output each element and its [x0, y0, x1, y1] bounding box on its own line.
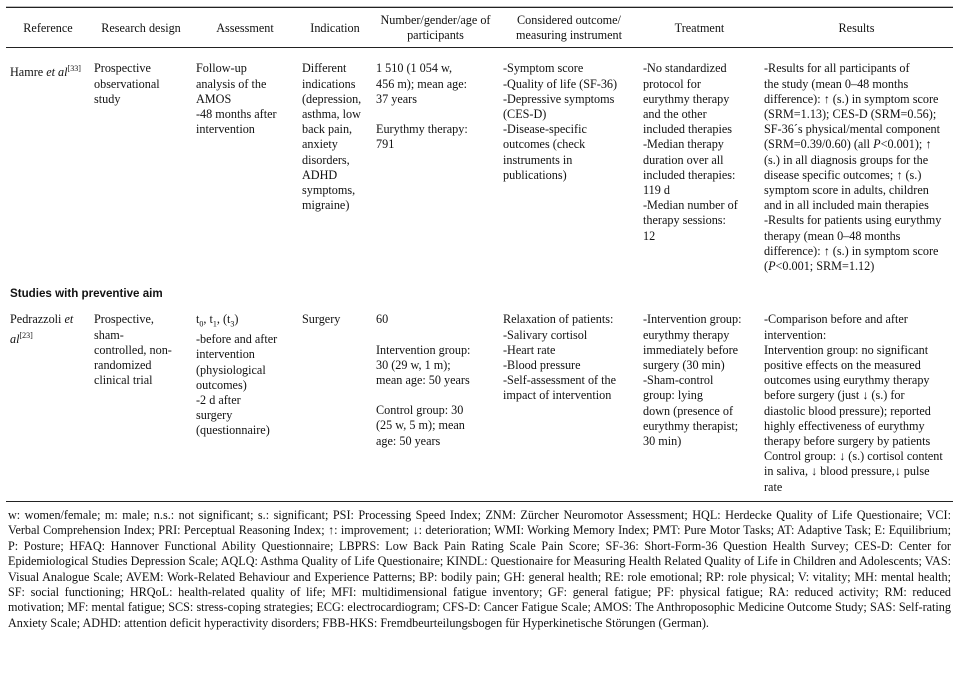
reference-author: Pedrazzoli et — [10, 312, 74, 327]
column-header — [90, 8, 192, 48]
cell-line: immediately before — [643, 342, 739, 357]
cell-line: (CES-D) — [503, 107, 547, 122]
cell-line: -Quality of life (SF-36) — [503, 76, 618, 91]
cell-line: intervention — [196, 122, 255, 137]
indication-cell — [298, 48, 372, 278]
reference-citation: [23] — [19, 330, 33, 340]
table-footnote: w: women/female; m: male; n.s.: not significant; s.: significant; PSI: Processing Speed Index; ZNM: Zürcher Neuromotor Assessment; HQL: Herdecke Quality of Life Questionaire; VCI: Verbal Comprehension Index; PRI: Perceptual Reasoning Index; ↑: improvement; ↓: deterioration; WMI: Working Memory Index; PMT: Pure Motor Tasks; AT: Adaptive Task; E: Equilibrium; P: Posture; HFAQ: Hannover Functional Ability Questionnaire; LBPRS: Low Back Pain Rating Scale Pain Score; SF-36: Short-Form-36 Question Health Survey; CES-D: Center for Epidemiological Studies Depression Scale; AQLQ: Asthma Quality of Life Questionaire; KINDL: Questionaire for Measuring Health Related Quality of Life in Children and Adolescents; VAS: Visual Analogue Scale; AVEM: Work-Related Behaviour and Experience Patterns; BP: bodily pain; GH: general health; RE: role emotional; RP: role physical; V: vitality; MH: mental health; SF: social functioning; HRQoL: health-related quality of life; MFI: multidimensional fatigue inventory; GF: general fatigue; PF: physical fatigue; RA: reduced activity; RM: reduced motivation; MF: mental fatigue; SCS: stress-coping strategies; ECG: electrocardiogram; CFS-D: Cancer Fatigue Scale; AMOS: The Anthroposophic Medicine Outcome Study; SAS: Self-rating Anxiety Scale; ADHD: attention deficit hyperactivity disorders; FBB-HKS: Fremdbeurteilungsbogen für Hyperkinetische Störungen (German). — [8, 507, 951, 630]
cell-line: asthma, low — [302, 107, 361, 122]
cell-line: intervention — [196, 347, 255, 362]
cell-line: Relaxation of patients: — [503, 312, 614, 327]
cell-line: randomized — [94, 358, 152, 373]
cell-line: -Results for all participants of — [764, 61, 910, 76]
cell-line: 1 510 (1 054 w, — [376, 61, 453, 76]
cell-line: Control group: ↓ (s.) cortisol content — [764, 449, 943, 464]
cell-line: and in all included main therapies — [764, 198, 929, 213]
outcome-cell — [499, 48, 639, 278]
cell-line: ADHD — [302, 167, 338, 182]
reference-author: Hamre et al — [10, 65, 68, 80]
cell-line: Prospective — [94, 61, 151, 76]
cell-line: SF-36´s physical/mental component — [764, 122, 941, 137]
cell-line: Intervention group: no significant — [764, 342, 929, 357]
column-header — [6, 8, 90, 48]
cell-line: outcomes) — [196, 377, 247, 392]
design-cell — [90, 310, 192, 501]
cell-line: -Blood pressure — [503, 358, 581, 373]
cell-line: -Sham-control — [643, 373, 714, 388]
column-header-line: Treatment — [674, 20, 725, 35]
cell-line: Intervention group: — [376, 342, 471, 357]
cell-line: down (presence of — [643, 403, 734, 418]
cell-line: (P<0.001; SRM=1.12) — [764, 259, 875, 274]
participants-subgroup — [376, 122, 495, 152]
cell-line: -2 d after — [196, 392, 241, 407]
cell-line: -Heart rate — [503, 342, 556, 357]
cell-line: therapy (mean 0–48 months — [764, 228, 901, 243]
cell-line: surgery — [196, 408, 233, 423]
column-header-line: Results — [838, 20, 875, 35]
cell-line: -Median therapy — [643, 137, 724, 152]
reference-citation: [33] — [67, 64, 81, 74]
cell-line: difference): ↑ (s.) in symptom score — [764, 243, 939, 258]
cell-line: (questionnaire) — [196, 423, 270, 438]
cell-line: diastolic blood pressure); reported — [764, 403, 931, 418]
column-header-line: Considered outcome/ — [517, 13, 621, 27]
cell-line: in saliva, ↓ blood pressure,↓ pulse — [764, 464, 930, 479]
column-header — [192, 8, 298, 48]
reference-cell — [6, 310, 90, 501]
reference-cell — [6, 48, 90, 278]
cell-line: observational — [94, 76, 160, 91]
cell-line: symptoms, — [302, 183, 356, 198]
cell-line: -Depressive symptoms — [503, 91, 615, 106]
results-cell — [760, 48, 953, 278]
cell-line: back pain, — [302, 122, 353, 137]
cell-line: controlled, non- — [94, 342, 172, 357]
table-row — [6, 310, 953, 501]
column-header — [499, 8, 639, 48]
cell-line: (25 w, 5 m); mean — [376, 418, 465, 433]
cell-line: disease specific outcomes; ↑ (s.) — [764, 167, 922, 182]
cell-line: the study (mean 0–48 months — [764, 76, 909, 91]
column-header — [760, 8, 953, 48]
cell-line: symptom score in adults, children — [764, 183, 929, 198]
cell-line: included therapies: — [643, 167, 736, 182]
cell-line: -48 months after — [196, 107, 277, 122]
cell-line: study — [94, 91, 121, 106]
cell-line: (physiological — [196, 362, 266, 377]
cell-line: rate — [764, 479, 783, 494]
cell-line: eurythmy therapist; — [643, 418, 739, 433]
cell-line: impact of intervention — [503, 388, 612, 403]
column-header-line: Research design — [101, 20, 181, 35]
column-header — [372, 8, 499, 48]
cell-line: (depression, — [302, 91, 362, 106]
column-header-line: Reference — [23, 20, 73, 35]
cell-line: age: 50 years — [376, 433, 441, 448]
section-heading: Studies with preventive aim — [10, 287, 163, 301]
cell-line: -Comparison before and after — [764, 312, 908, 327]
cell-line: Follow-up — [196, 61, 247, 76]
column-header — [298, 8, 372, 48]
cell-line: (SRM=1.13); CES-D (SRM=0.56); — [764, 107, 937, 122]
timepoints: $t_0$, $t_1$, $(t_3)$ — [196, 312, 239, 329]
participants-total — [376, 312, 495, 327]
cell-line: 30 (29 w, 1 m); — [376, 357, 451, 372]
cell-line: Prospective, — [94, 312, 154, 327]
cell-line: -Results for patients using eurythmy — [764, 213, 942, 228]
cell-line: Different — [302, 61, 347, 76]
column-header-line: participants — [407, 28, 464, 43]
cell-line: sham- — [94, 327, 124, 342]
cell-line: eurythmy therapy — [643, 91, 730, 106]
cell-line: 37 years — [376, 91, 417, 106]
cell-line: anxiety — [302, 137, 338, 152]
cell-line: (SRM=0.39/0.60) (all P<0.001); ↑ — [764, 137, 932, 152]
cropped-page-edge — [6, 0, 953, 7]
treatment-cell — [639, 48, 760, 278]
cell-line: positive effects on the measured — [764, 358, 921, 373]
reference-author-cont: al — [10, 331, 20, 346]
indication-cell — [298, 310, 372, 501]
assessment-list — [196, 332, 294, 438]
column-header-line: Number/gender/age of — [380, 13, 491, 27]
cell-line: analysis of the — [196, 76, 267, 91]
cell-line: duration over all — [643, 152, 724, 167]
cell-line: -Median number of — [643, 198, 738, 213]
cell-line: (s.) in all diagnosis groups for the — [764, 152, 929, 167]
cell-line: 119 d — [643, 183, 670, 198]
cell-line: eurythmy therapy — [643, 327, 730, 342]
cell-line: AMOS — [196, 91, 232, 106]
cell-line: clinical trial — [94, 373, 153, 388]
document-page — [6, 0, 953, 631]
cell-line: instruments in — [503, 152, 573, 167]
cell-line: 60 — [376, 312, 389, 327]
cell-line: Eurythmy therapy: — [376, 122, 468, 137]
cell-line: 791 — [376, 137, 395, 152]
cell-line: indications — [302, 76, 356, 91]
column-header — [639, 8, 760, 48]
participants-control — [376, 403, 495, 449]
cell-line: surgery (30 min) — [643, 358, 725, 373]
cell-line: publications) — [503, 167, 567, 182]
cell-line: intervention: — [764, 327, 827, 342]
cell-line: -Intervention group: — [643, 312, 742, 327]
table-header-row — [6, 8, 953, 48]
cell-line: difference): ↑ (s.) in symptom score — [764, 91, 939, 106]
cell-line: migraine) — [302, 198, 350, 213]
cell-line: 12 — [643, 228, 656, 243]
cell-line: therapy sessions: — [643, 213, 726, 228]
cell-line: and the other — [643, 107, 707, 122]
section-heading-row — [6, 278, 953, 310]
cell-line: mean age: 50 years — [376, 373, 470, 388]
participants-total — [376, 61, 495, 107]
participants-intervention — [376, 343, 495, 389]
assessment-cell — [192, 310, 298, 501]
cell-line: Control group: 30 — [376, 403, 464, 418]
cell-line: outcomes using eurythmy therapy — [764, 373, 930, 388]
cell-line: outcomes (check — [503, 137, 586, 152]
cell-line: -No standardized — [643, 61, 727, 76]
cell-line: protocol for — [643, 76, 701, 91]
cell-line: Surgery — [302, 312, 341, 327]
table-row — [6, 48, 953, 278]
participants-cell — [372, 48, 499, 278]
participants-cell — [372, 310, 499, 501]
outcome-cell — [499, 310, 639, 501]
column-header-line: measuring instrument — [516, 28, 622, 43]
cell-line: 30 min) — [643, 434, 682, 449]
cell-line: -Disease-specific — [503, 122, 587, 137]
cell-line: -before and after — [196, 332, 278, 347]
cell-line: 456 m); mean age: — [376, 76, 468, 91]
cell-line: -Symptom score — [503, 61, 584, 76]
treatment-cell — [639, 310, 760, 501]
studies-table — [6, 7, 953, 502]
cell-line: -Self-assessment of the — [503, 373, 617, 388]
cell-line: group: lying — [643, 388, 703, 403]
column-header-line: Indication — [310, 20, 360, 35]
design-cell — [90, 48, 192, 278]
column-header-line: Assessment — [216, 20, 274, 35]
assessment-cell — [192, 48, 298, 278]
cell-line: included therapies — [643, 122, 733, 137]
cell-line: before surgery (just ↓ (s.) for — [764, 388, 905, 403]
results-cell — [760, 310, 953, 501]
cell-line: therapy before surgery by patients — [764, 434, 931, 449]
cell-line: -Salivary cortisol — [503, 327, 588, 342]
cell-line: highly effectiveness of eurythmy — [764, 418, 925, 433]
cell-line: disorders, — [302, 152, 350, 167]
